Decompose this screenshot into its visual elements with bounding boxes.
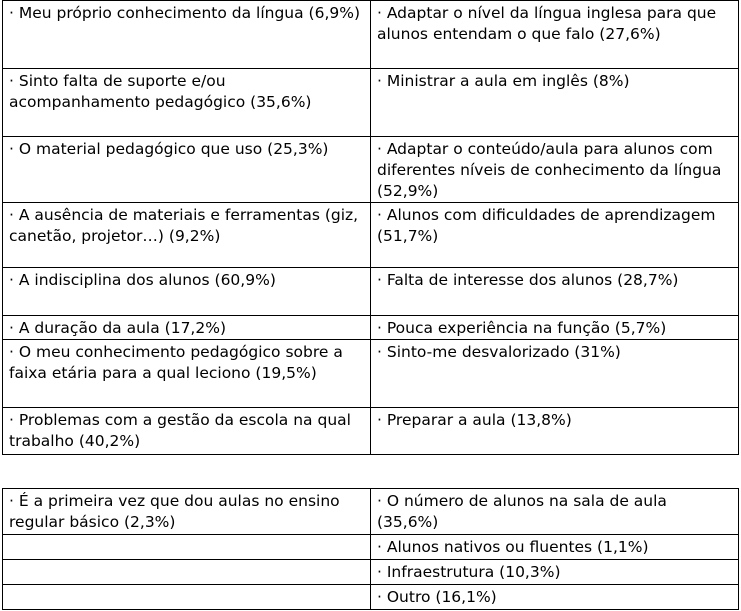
table-cell: · Preparar a aula (13,8%) (371, 408, 739, 455)
difficulties-table (2, 0, 739, 455)
table-cell: · O material pedagógico que uso (25,3%) (3, 137, 371, 203)
table-row (3, 316, 739, 340)
table-row (3, 560, 739, 585)
table-cell: · Infraestrutura (10,3%) (371, 560, 739, 585)
table-cell (3, 560, 371, 585)
table-cell: · A ausência de materiais e ferramentas (giz, canetão, projetor…) (9,2%) (3, 203, 371, 268)
table-cell: · Alunos com dificuldades de aprendizagem (51,7%) (371, 203, 739, 268)
table-row (3, 408, 739, 455)
table-cell: · Pouca experiência na função (5,7%) (371, 316, 739, 340)
table-row (3, 69, 739, 137)
table-row (3, 535, 739, 560)
table-cell: · O meu conhecimento pedagógico sobre a faixa etária para a qual leciono (19,5%) (3, 340, 371, 408)
table-cell: · Falta de interesse dos alunos (28,7%) (371, 268, 739, 316)
table-cell: · Outro (16,1%) (371, 585, 739, 610)
table-cell: · É a primeira vez que dou aulas no ensino regular básico (2,3%) (3, 489, 371, 535)
table-cell: · Meu próprio conhecimento da língua (6,9%) (3, 1, 371, 69)
table-cell: · Sinto-me desvalorizado (31%) (371, 340, 739, 408)
table-cell: · Alunos nativos ou fluentes (1,1%) (371, 535, 739, 560)
additional-difficulties-table (2, 488, 739, 610)
table-row (3, 585, 739, 610)
table-cell: · Adaptar o conteúdo/aula para alunos com diferentes níveis de conhecimento da língua (52,9%) (371, 137, 739, 203)
table-cell: · Problemas com a gestão da escola na qual trabalho (40,2%) (3, 408, 371, 455)
table-cell: · Adaptar o nível da língua inglesa para que alunos entendam o que falo (27,6%) (371, 1, 739, 69)
table-cell: · O número de alunos na sala de aula (35,6%) (371, 489, 739, 535)
table-row (3, 137, 739, 203)
table-cell: · A indisciplina dos alunos (60,9%) (3, 268, 371, 316)
table-cell (3, 585, 371, 610)
table-cell: · Ministrar a aula em inglês (8%) (371, 69, 739, 137)
table-row (3, 489, 739, 535)
table-row (3, 203, 739, 268)
table-row (3, 268, 739, 316)
table-row (3, 340, 739, 408)
table-cell: · Sinto falta de suporte e/ou acompanhamento pedagógico (35,6%) (3, 69, 371, 137)
table-cell (3, 535, 371, 560)
table-cell: · A duração da aula (17,2%) (3, 316, 371, 340)
table-row (3, 1, 739, 69)
